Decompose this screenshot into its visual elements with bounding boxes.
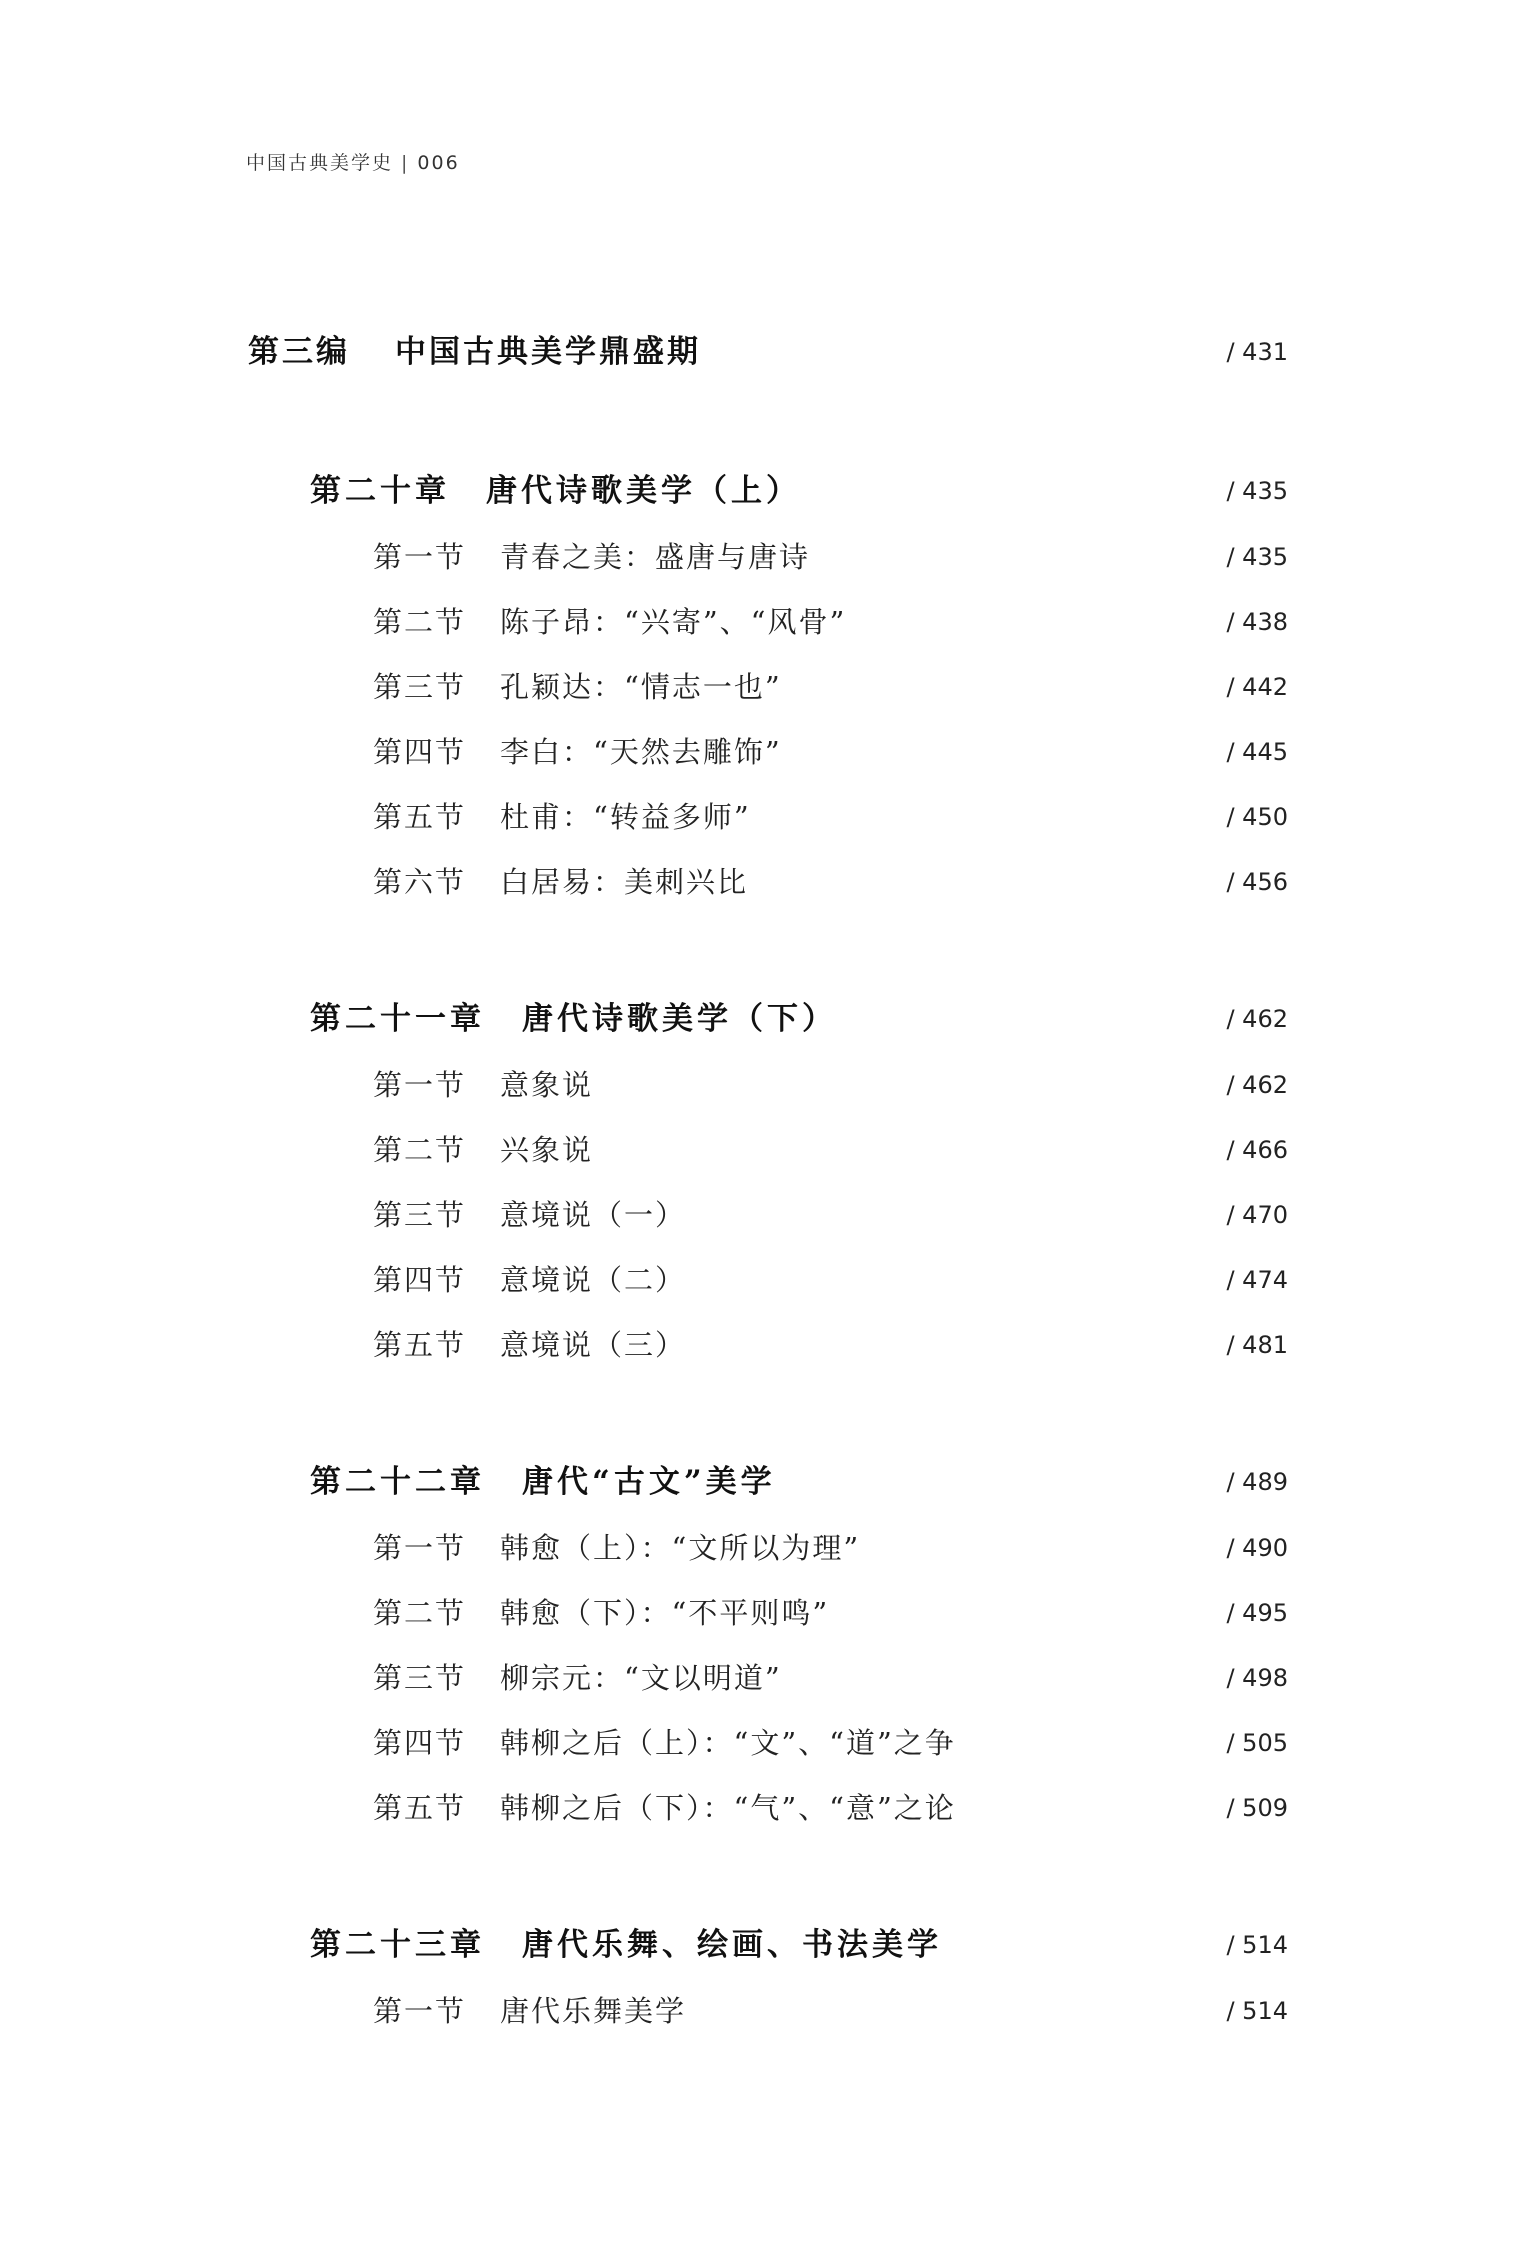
toc-chapter-entry[interactable] [0,1457,1536,1507]
section-title: 白居易：美刺兴比 [500,865,749,899]
running-head [246,148,460,175]
section-page: / 435 [1226,543,1288,571]
chapter-title: 唐代“古文”美学 [522,1464,776,1500]
section-title: 陈子昂：“兴寄”、“风骨” [500,605,847,639]
part-title: 中国古典美学鼎盛期 [395,334,701,370]
header-page-number: 006 [417,152,460,174]
section-title: 意境说（一） [500,1198,687,1232]
section-title: 兴象说 [500,1133,594,1167]
section-label: 第五节 [373,1328,467,1362]
chapter-page: / 435 [1226,477,1288,505]
section-page: / 490 [1226,1534,1288,1562]
section-title: 唐代乐舞美学 [500,1994,687,2028]
chapter-title: 唐代乐舞、绘画、书法美学 [522,1927,942,1963]
chapter-title: 唐代诗歌美学（下） [522,1001,837,1037]
chapter-label: 第二十二章 [310,1464,485,1500]
toc-chapter-entry[interactable] [0,466,1536,516]
chapter-title: 唐代诗歌美学（上） [486,473,801,509]
section-label: 第一节 [373,1068,467,1102]
section-label: 第一节 [373,1531,467,1565]
toc-section-entry[interactable] [0,532,1536,582]
section-label: 第六节 [373,865,467,899]
section-label: 第五节 [373,800,467,834]
section-label: 第一节 [373,1994,467,2028]
section-title: 韩柳之后（下）：“气”、“意”之论 [500,1791,956,1825]
section-title: 韩柳之后（上）：“文”、“道”之争 [500,1726,956,1760]
part-page: / 431 [1226,338,1288,366]
section-label: 第五节 [373,1791,467,1825]
chapter-page: / 462 [1226,1005,1288,1033]
toc-section-entry[interactable] [0,857,1536,907]
section-title: 柳宗元：“文以明道” [500,1661,782,1695]
toc-section-entry[interactable] [0,1060,1536,1110]
toc-section-entry[interactable] [0,1125,1536,1175]
section-page: / 466 [1226,1136,1288,1164]
section-page: / 470 [1226,1201,1288,1229]
section-title: 杜甫：“转益多师” [500,800,751,834]
section-title: 孔颖达：“情志一也” [500,670,782,704]
section-label: 第四节 [373,735,467,769]
chapter-label: 第二十章 [310,473,450,509]
toc-section-entry[interactable] [0,597,1536,647]
section-page: / 456 [1226,868,1288,896]
section-page: / 481 [1226,1331,1288,1359]
section-page: / 498 [1226,1664,1288,1692]
chapter-label: 第二十一章 [310,1001,485,1037]
header-separator: | [401,152,410,174]
section-title: 意象说 [500,1068,594,1102]
section-page: / 505 [1226,1729,1288,1757]
toc-section-entry[interactable] [0,1986,1536,2036]
section-title: 韩愈（下）：“不平则鸣” [500,1596,830,1630]
section-page: / 495 [1226,1599,1288,1627]
section-page: / 438 [1226,608,1288,636]
section-page: / 445 [1226,738,1288,766]
chapter-label: 第二十三章 [310,1927,485,1963]
toc-section-entry[interactable] [0,1783,1536,1833]
section-label: 第三节 [373,1198,467,1232]
toc-section-entry[interactable] [0,1255,1536,1305]
chapter-page: / 514 [1226,1931,1288,1959]
toc-section-entry[interactable] [0,1718,1536,1768]
section-title: 李白：“天然去雕饰” [500,735,782,769]
section-label: 第三节 [373,670,467,704]
section-label: 第三节 [373,1661,467,1695]
section-title: 意境说（三） [500,1328,687,1362]
section-title: 青春之美：盛唐与唐诗 [500,540,811,574]
section-page: / 450 [1226,803,1288,831]
toc-section-entry[interactable] [0,1190,1536,1240]
section-label: 第二节 [373,605,467,639]
toc-section-entry[interactable] [0,1588,1536,1638]
section-page: / 509 [1226,1794,1288,1822]
section-page: / 442 [1226,673,1288,701]
book-title: 中国古典美学史 [246,152,394,174]
toc-section-entry[interactable] [0,1523,1536,1573]
section-title: 意境说（二） [500,1263,687,1297]
section-label: 第二节 [373,1133,467,1167]
section-label: 第一节 [373,540,467,574]
part-label: 第三编 [248,334,350,370]
section-page: / 514 [1226,1997,1288,2025]
toc-section-entry[interactable] [0,727,1536,777]
section-label: 第四节 [373,1726,467,1760]
toc-chapter-entry[interactable] [0,994,1536,1044]
toc-section-entry[interactable] [0,792,1536,842]
toc-section-entry[interactable] [0,1320,1536,1370]
toc-part-entry[interactable] [0,327,1536,377]
section-label: 第二节 [373,1596,467,1630]
section-page: / 474 [1226,1266,1288,1294]
chapter-page: / 489 [1226,1468,1288,1496]
toc-section-entry[interactable] [0,662,1536,712]
toc-chapter-entry[interactable] [0,1920,1536,1970]
section-label: 第四节 [373,1263,467,1297]
section-page: / 462 [1226,1071,1288,1099]
section-title: 韩愈（上）：“文所以为理” [500,1531,861,1565]
toc-section-entry[interactable] [0,1653,1536,1703]
